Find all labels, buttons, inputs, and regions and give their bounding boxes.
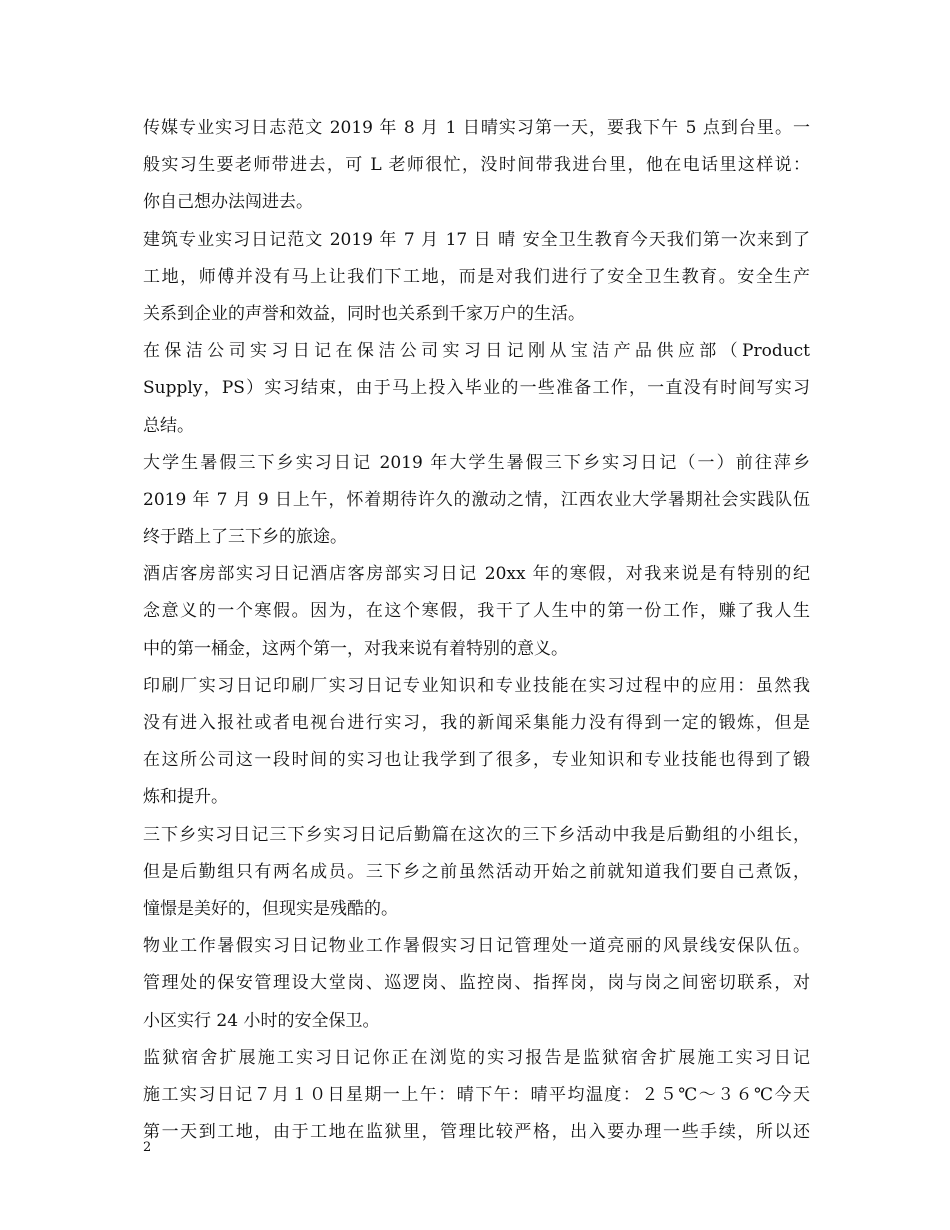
paragraph-6 [143, 668, 810, 817]
text-line: 你自己想办法闯进去。 [143, 192, 313, 213]
paragraph-1 [143, 110, 810, 222]
text-line: 炼和提升。 [143, 787, 228, 808]
paragraph-8 [143, 928, 810, 1040]
text-line: 念意义的一个寒假。因为，在这个寒假，我干了人生中的第一份工作，赚了我人生 [143, 601, 810, 622]
text-line: 物业工作暑假实习日记物业工作暑假实习日记管理处一道亮丽的风景线安保队伍。 [143, 936, 810, 957]
text-line: 三下乡实习日记三下乡实习日记后勤篇在这次的三下乡活动中我是后勤组的小组长， [143, 824, 810, 845]
text-line: 在这所公司这一段时间的实习也让我学到了很多，专业知识和专业技能也得到了锻 [143, 750, 810, 771]
text-line: 总结。 [143, 415, 194, 436]
text-line: 酒店客房部实习日记酒店客房部实习日记 20xx 年的寒假，对我来说是有特别的纪 [143, 564, 810, 585]
text-line: 印刷厂实习日记印刷厂实习日记专业知识和专业技能在实习过程中的应用：虽然我 [143, 675, 810, 696]
paragraph-5 [143, 556, 810, 668]
text-line: 第一天到工地，由于工地在监狱里，管理比较严格，出入要办理一些手续，所以还 [143, 1122, 810, 1143]
paragraph-4 [143, 445, 810, 557]
paragraph-2 [143, 222, 810, 334]
text-line: 2019 年 7 月 9 日上午，怀着期待许久的激动之情，江西农业大学暑期社会实践队伍 [143, 489, 810, 510]
text-line: 监狱宿舍扩展施工实习日记你正在浏览的实习报告是监狱宿舍扩展施工实习日记 [143, 1047, 810, 1068]
text-line: Supply，PS）实习结束，由于马上投入毕业的一些准备工作，一直没有时间写实习 [143, 378, 810, 399]
text-line: 中的第一桶金，这两个第一，对我来说有着特别的意义。 [143, 638, 568, 659]
paragraph-7 [143, 817, 810, 929]
text-line: 般实习生要老师带进去，可 L 老师很忙，没时间带我进台里，他在电话里这样说： [143, 155, 810, 176]
text-line: 建筑专业实习日记范文 2019 年 7 月 17 日 晴 安全卫生教育今天我们第一次来到了 [143, 229, 810, 250]
text-line: 工地，师傅并没有马上让我们下工地，而是对我们进行了安全卫生教育。安全生产 [143, 266, 810, 287]
text-line: 施工实习日记７月１０日星期一上午：晴下午：晴平均温度：２５℃～３６℃今天 [143, 1084, 810, 1105]
text-line: 在保洁公司实习日记在保洁公司实习日记刚从宝洁产品供应部（Product [143, 341, 810, 362]
text-line: 传媒专业实习日志范文 2019 年 8 月 1 日晴实习第一天，要我下午 5 点到台里。一 [143, 118, 810, 138]
text-line: 憧憬是美好的，但现实是残酷的。 [143, 898, 398, 919]
text-line: 没有进入报社或者电视台进行实习，我的新闻采集能力没有得到一定的锻炼，但是 [143, 713, 810, 733]
paragraph-3 [143, 333, 810, 445]
text-line: 管理处的保安管理设大堂岗、巡逻岗、监控岗、指挥岗，岗与岗之间密切联系，对 [143, 973, 810, 994]
text-line: 大学生暑假三下乡实习日记 2019 年大学生暑假三下乡实习日记（一）前往萍乡 [143, 452, 810, 473]
text-line: 终于踏上了三下乡的旅途。 [143, 527, 347, 548]
document-body [143, 110, 810, 1151]
text-line: 关系到企业的声誉和效益，同时也关系到千家万户的生活。 [143, 303, 585, 324]
text-line: 但是后勤组只有两名成员。三下乡之前虽然活动开始之前就知道我们要自己煮饭， [143, 861, 810, 882]
page-number: 2 [143, 1140, 152, 1155]
paragraph-9 [143, 1040, 810, 1152]
text-line: 小区实行 24 小时的安全保卫。 [143, 1010, 380, 1031]
